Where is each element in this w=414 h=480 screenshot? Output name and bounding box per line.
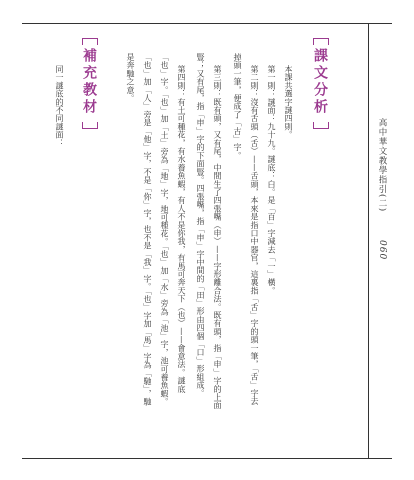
top-rule [22,23,392,24]
analysis-line: 「也」加「人」旁是「他」字，不是「你」字，也不是「我」字。「也」字加「馬」字為「馳」，馳 [143,53,152,406]
analysis-line: 本課共選字謎四則。 [284,65,293,139]
analysis-line: 豎；又有尾，指「申」字的下面豎。四張嘴，指「申」字中間的「田」形由四個「口」形組成。 [196,53,205,398]
heading-bracket-bottom [82,122,98,129]
heading-bracket-top [313,38,329,45]
analysis-line: 「也」字。「也」加「土」旁為「地」字，地可種花。「也」加「水」旁為「池」字，池可養魚蝦。 [160,53,169,406]
analysis-line: 掉頭一筆，便成了「古」字。 [233,53,242,160]
running-header-title: 高中華文教學指引(二) [377,118,387,213]
section-heading-supplement: 補充教材 [81,48,97,116]
analysis-line: 第一則：謎面：九十九。謎底：白。是「百」字減去「一」橫。 [267,65,276,295]
heading-bracket-bottom [313,122,329,129]
analysis-line: 第四則：有土可種花，有水養魚蝦，有人不是你我，有馬可奔天下（也）——會意法。謎底 [177,65,186,393]
analysis-line: 第三則：既有頭，又有尾，中間生了四張嘴（申）——字形離合法。既有頭，指「申」字的上面 [213,65,222,410]
supplement-line: 同一謎底的不同謎面： [55,65,64,147]
page-number: 060 [377,240,387,261]
heading-bracket-top [82,38,98,45]
section-heading-analysis: 課文分析 [312,48,328,116]
analysis-line: 第二則：沒有舌頭（舌）——舌頭，本來是指口中器官，這裏指「舌」字的頭一筆，「舌」字去 [250,65,259,406]
bottom-rule [22,458,392,459]
analysis-line: 是奔馳之意。 [126,53,135,103]
header-divider [368,23,369,459]
